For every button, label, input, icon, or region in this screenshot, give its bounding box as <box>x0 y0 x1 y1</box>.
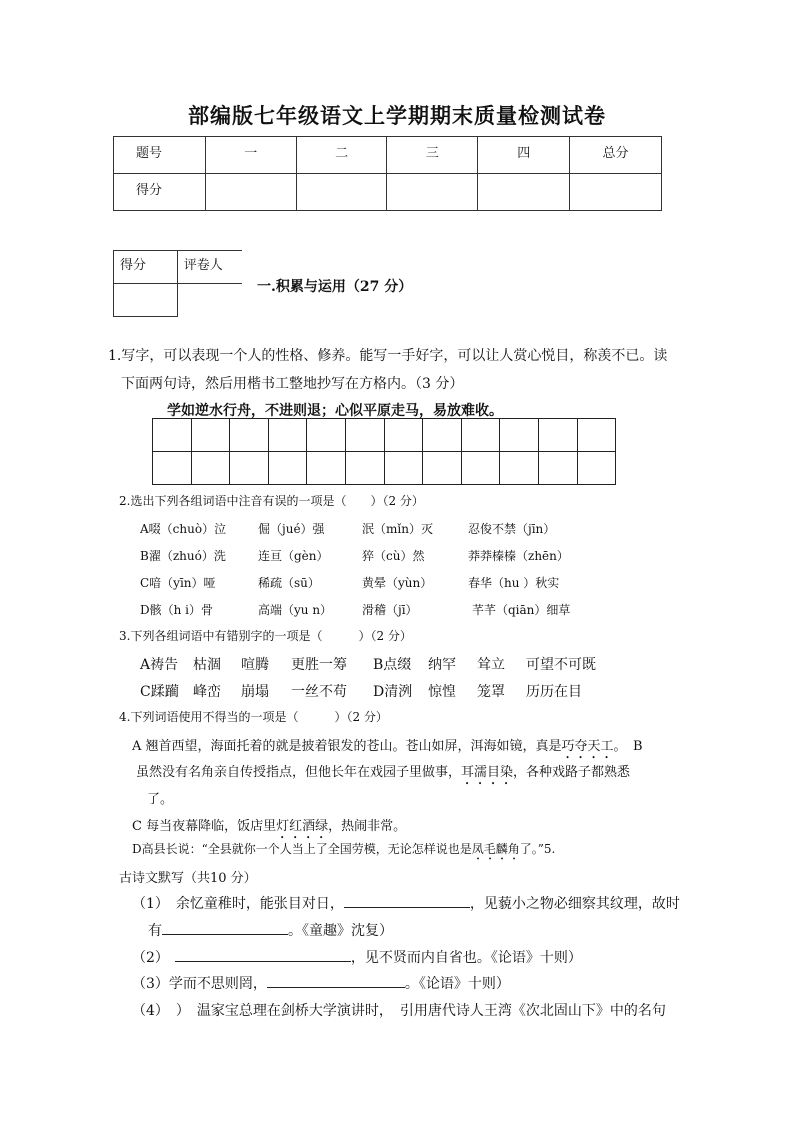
question-2-option: B濯（zhuó）洗 <box>140 549 226 563</box>
question-1-quote: 学如逆水行舟，不进则退；心似平原走马，易放难收。 <box>167 403 503 419</box>
option-text: ，热闹非常。 <box>328 819 407 834</box>
dotted-idiom: 耳濡目染 <box>461 765 514 780</box>
grader-score-label: 得分 <box>114 251 178 284</box>
score-table-header-cell: 三 <box>387 137 478 174</box>
writing-cell[interactable] <box>423 419 462 452</box>
fill-text: （4） ） 温家宝总理在剑桥大学演讲时， 引用唐代诗人王湾《次北固山下》中的名句 <box>132 1003 666 1019</box>
writing-cell[interactable] <box>423 452 462 485</box>
score-table <box>113 136 662 211</box>
fill-text: （1） 余忆童稚时，能张目对日， <box>132 896 344 912</box>
question-3-option: D清洌 <box>373 684 413 700</box>
writing-cell[interactable] <box>345 419 384 452</box>
fill-text: 。《童趣》沈复） <box>288 923 393 939</box>
option-text: 。 B <box>613 739 643 754</box>
fill-item-1 <box>132 893 680 913</box>
writing-cell[interactable] <box>577 419 616 452</box>
score-input-cell[interactable] <box>205 174 296 211</box>
writing-cell[interactable] <box>384 419 423 452</box>
question-2-option: 滑稽（jī） <box>362 603 418 617</box>
question-2-option: 黄晕（yùn） <box>362 576 433 590</box>
score-table-header-cell: 题号 <box>114 137 206 174</box>
answer-blank[interactable] <box>267 974 405 988</box>
writing-cell[interactable] <box>538 452 577 485</box>
question-4-option-c <box>132 815 406 842</box>
grader-box <box>113 250 242 317</box>
writing-grid-row <box>153 419 616 452</box>
question-3-option: 耸立 <box>477 657 505 673</box>
question-2-option: 高端（yu n） <box>258 603 333 617</box>
writing-cell[interactable] <box>461 452 500 485</box>
writing-cell[interactable] <box>268 419 307 452</box>
fill-text: （2） <box>132 950 169 966</box>
question-4-stem: 4.下列词语使用不得当的一项是（ ）（2 分） <box>119 710 388 724</box>
question-4-option-b <box>136 761 630 788</box>
section-title: 一.积累与运用（27 分） <box>257 279 413 295</box>
question-4-option-b-continued: 了。 <box>147 792 174 807</box>
dotted-idiom: 凤毛麟角 <box>471 842 520 856</box>
question-2-option: 稀疏（sū） <box>258 576 320 590</box>
option-text: 了。”5. <box>519 842 556 856</box>
question-3-stem: 3.下列各组词语中有错别字的一项是（ ）（2 分） <box>119 629 412 643</box>
writing-cell[interactable] <box>191 419 230 452</box>
question-3-option: 一丝不苟 <box>291 684 347 700</box>
question-2-option: 猝（cù）然 <box>362 549 425 563</box>
question-2-option: 芊芊（qiān）细草 <box>472 603 571 617</box>
fill-item-3 <box>132 973 510 993</box>
writing-cell[interactable] <box>500 419 539 452</box>
question-3-option: 惊惶 <box>428 684 456 700</box>
question-3-option: 峰峦 <box>193 684 221 700</box>
question-1-line-2: 下面两句诗，然后用楷书工整地抄写在方格内。（3 分） <box>121 376 464 392</box>
writing-cell[interactable] <box>230 452 269 485</box>
score-table-header-cell: 四 <box>478 137 570 174</box>
question-3-option: 更胜一筹 <box>291 657 347 673</box>
writing-cell[interactable] <box>153 452 192 485</box>
writing-grid <box>152 418 616 485</box>
question-2-option: 泯（mǐn）灭 <box>362 522 433 536</box>
option-text: 虽然没有名角亲自传授指点，但他长年在戏园子里做事， <box>136 765 462 780</box>
question-2-option: 连亘（gèn） <box>258 549 329 563</box>
question-2-option: D骸（h i）骨 <box>140 603 214 617</box>
option-text: A 翘首西望，海面托着的就是披着银发的苍山。苍山如屏，洱海如镜，真是 <box>132 739 562 754</box>
question-2-option: 忍俊不禁（jīn） <box>468 522 556 536</box>
score-table-score-row <box>114 174 662 211</box>
score-input-cell[interactable] <box>387 174 478 211</box>
writing-cell[interactable] <box>191 452 230 485</box>
dotted-idiom: 巧夺天工 <box>561 739 614 754</box>
score-input-cell[interactable] <box>570 174 662 211</box>
writing-grid-row <box>153 452 616 485</box>
score-row-label: 得分 <box>114 174 206 211</box>
question-3-option: 纳罕 <box>428 657 456 673</box>
question-3-option: 可望不可既 <box>526 657 596 673</box>
fill-text: 有 <box>148 923 162 939</box>
writing-cell[interactable] <box>307 419 346 452</box>
question-3-option: 历历在目 <box>526 684 582 700</box>
question-1-line-1: 1.写字，可以表现一个人的性格、修养。能写一手好字，可以让人赏心悦目，称羡不已。读 <box>108 348 668 364</box>
writing-cell[interactable] <box>268 452 307 485</box>
question-5-title: 古诗文默写（共10 分） <box>119 871 257 886</box>
writing-cell[interactable] <box>153 419 192 452</box>
question-2-option: 倔（jué）强 <box>258 522 325 536</box>
grader-name-label: 评卷人 <box>177 251 242 284</box>
answer-blank[interactable] <box>175 948 351 962</box>
question-2-option: 春华（hu ）秋实 <box>468 576 560 590</box>
question-3-option: 喧腾 <box>241 657 269 673</box>
grader-score-cell[interactable] <box>114 284 178 317</box>
score-table-header-cell: 一 <box>205 137 296 174</box>
writing-cell[interactable] <box>500 452 539 485</box>
fill-text: ，见藐小之物必细察其纹理，故时 <box>469 896 680 912</box>
writing-cell[interactable] <box>384 452 423 485</box>
writing-cell[interactable] <box>307 452 346 485</box>
dotted-idiom: 灯红酒绿 <box>276 819 329 834</box>
page-title: 部编版七年级语文上学期期末质量检测试卷 <box>188 103 606 128</box>
question-3-option: C蹂躏 <box>140 684 179 700</box>
score-input-cell[interactable] <box>478 174 570 211</box>
question-4-option-a <box>132 735 643 762</box>
answer-blank[interactable] <box>344 894 470 908</box>
score-table-header-cell: 二 <box>296 137 387 174</box>
writing-cell[interactable] <box>461 419 500 452</box>
question-3-option: A祷告 <box>140 657 179 673</box>
score-input-cell[interactable] <box>296 174 387 211</box>
question-3-option: 崩塌 <box>241 684 269 700</box>
fill-text: 。《论语》十则） <box>404 976 510 992</box>
question-4-option-d <box>132 840 555 863</box>
question-2-stem: 2.选出下列各组词语中注音有误的一项是（ ）（2 分） <box>119 494 424 508</box>
option-text: C 每当夜幕降临，饭店里 <box>132 819 277 834</box>
writing-cell[interactable] <box>577 452 616 485</box>
score-table-header-cell: 总分 <box>570 137 662 174</box>
score-table-header-row <box>114 137 662 174</box>
fill-item-4 <box>132 1000 666 1020</box>
question-3-option: 笼罩 <box>477 684 505 700</box>
fill-text: （3）学而不思则罔， <box>132 976 267 992</box>
answer-blank[interactable] <box>162 921 288 935</box>
fill-item-1-continued <box>148 920 393 940</box>
question-2-option: A啜（chuò）泣 <box>140 522 227 536</box>
fill-text: ，见不贤而内自省也。《论语》十则） <box>350 950 582 966</box>
writing-cell[interactable] <box>230 419 269 452</box>
grader-name-cell[interactable] <box>177 284 242 317</box>
fill-item-2 <box>132 947 582 967</box>
writing-cell[interactable] <box>345 452 384 485</box>
question-3-option: 枯涸 <box>193 657 221 673</box>
question-2-option: C喑（yīn）哑 <box>140 576 216 590</box>
option-text: ，各种戏路子都熟悉 <box>513 765 631 780</box>
writing-cell[interactable] <box>538 419 577 452</box>
option-text: D高县长说：“全县就你一个人当上了全国劳模，无论怎样说也是 <box>132 842 472 856</box>
question-2-option: 莽莽榛榛（zhēn） <box>468 549 569 563</box>
question-3-option: B点缀 <box>373 657 412 673</box>
